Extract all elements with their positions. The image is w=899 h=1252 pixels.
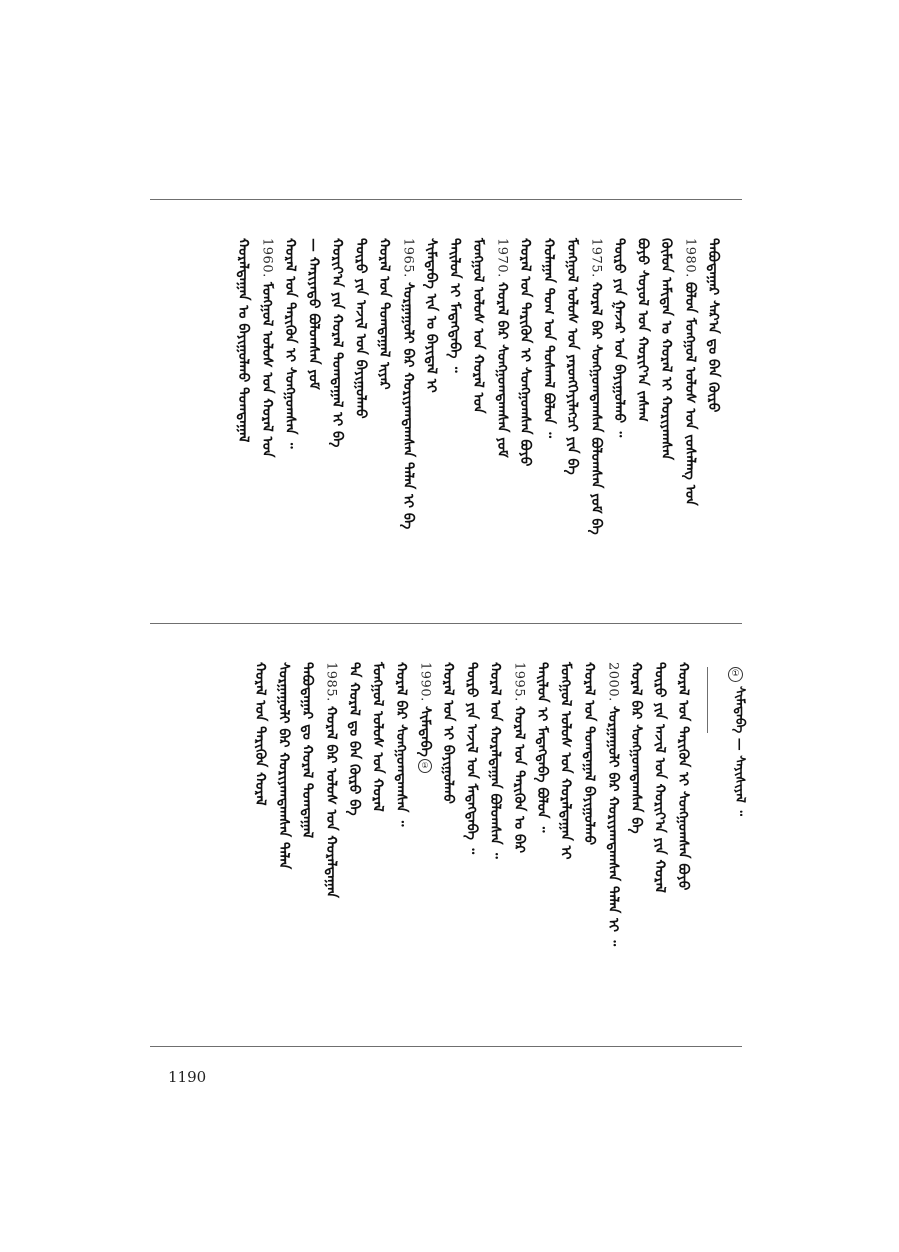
mongolian-text-line: ᠬᠤᠷᠠᠯ ᠤᠨ ᠲᠡᠷᠢᠭᠦᠨ ᠬᠤᠷᠠᠯ <box>252 662 268 806</box>
text-column <box>659 238 673 460</box>
year-label: 1975. <box>588 238 604 278</box>
mongolian-text-line: ᠬᠤᠷᠠᠯ ᠪᠠᠷ ᠰᠤᠩᠭᠤᠭᠳᠠᠭᠰᠠᠨ ᠃ <box>393 662 409 827</box>
text-column <box>653 662 667 893</box>
mongolian-text-line: ᠬᠤᠯᠠᠭᠠᠨ ᠲᠤᠭ ᠤᠨ ᠲᠤᠰᠬᠠᠯ ᠪᠣᠯᠤᠨ ᠃ <box>540 238 557 438</box>
mongolian-text-line: ᠬᠤᠷᠠᠯ ᠪᠡᠷ ᠤᠯᠤᠰ ᠤᠨ ᠬᠤᠷᠠᠯᠳᠠᠭᠠᠨ <box>323 705 339 898</box>
text-column <box>253 662 267 806</box>
text-column <box>300 662 314 838</box>
footnote-rule <box>707 667 708 733</box>
text-column <box>559 662 573 860</box>
middle-rule <box>150 623 742 624</box>
mongolian-text-line: ᠲᠠᠪᠤᠳᠠᠭᠠᠷ ᠳᠤ ᠬᠤᠷᠠᠯ ᠲᠣᠭᠲᠠᠭᠠᠯ <box>299 662 315 839</box>
footnote-marker: ① <box>728 667 743 682</box>
text-column <box>236 238 250 442</box>
mongolian-text-line: ᠮᠣᠩᠭᠣᠯ ᠤᠯᠤᠰ ᠤᠨ ᠬᠤᠷᠠᠯ ᠤᠨ <box>259 281 275 458</box>
mongolian-text-line: ᠬᠤᠷᠠᠯ ᠤᠨ ᠲᠡᠷᠢᠭᠦᠨ ᠢ ᠰᠣᠩᠭᠣᠭᠰᠠᠨ ᠪᠤᠶᠤ <box>517 238 533 467</box>
text-column <box>629 662 643 834</box>
text-column <box>418 662 433 775</box>
year-label: 1980. <box>682 238 698 278</box>
text-column <box>589 238 604 535</box>
text-column <box>277 662 291 869</box>
text-column <box>354 238 368 419</box>
text-column <box>371 662 385 812</box>
mongolian-text-line: ᠬᠤᠷᠠᠯ ᠤᠨ ᠢ ᠪᠠᠶᠢᠭᠤᠯᠬᠤ <box>440 662 456 804</box>
mongolian-text-line: ᠮᠣᠩᠭᠣᠯ ᠤᠯᠤᠰ ᠤᠨ ᠬᠤᠷᠠᠯ <box>369 662 386 812</box>
text-column <box>394 662 408 827</box>
mongolian-text-line: ᠬᠤᠷᠠᠯᠳᠠᠭᠠᠨ ᠤ ᠪᠠᠶᠢᠭᠤᠯᠬᠤ ᠲᠣᠭᠲᠠᠭᠠᠯ <box>235 238 251 443</box>
year-label: 1995. <box>511 662 527 702</box>
top-rule <box>150 199 742 200</box>
text-column <box>706 238 720 412</box>
text-column <box>518 238 532 466</box>
year-label: 1990. <box>417 662 433 702</box>
text-column <box>330 238 344 447</box>
mongolian-text-line: ᠪᠣᠯᠤᠨ ᠮᠣᠩᠭᠣᠯ ᠤᠯᠤᠰ ᠤᠨ ᠵᠤᠰᠠᠯᠠᠩ ᠤᠨ <box>682 281 698 506</box>
mongolian-text-line: ᠰᠤᠷᠭᠠᠭᠤᠯᠢ ᠪᠠᠷ ᠬᠣᠷᠢᠶᠠᠭᠳᠠᠭᠰᠠᠨ ᠲᠠᠯᠠᠨ <box>275 662 292 870</box>
mongolian-text-line: ᠬᠤᠷᠠᠯ ᠪᠠᠷ ᠰᠤᠩᠭᠤᠭᠳᠠᠭᠰᠠᠨ ᠶᠤᠮ <box>494 281 510 458</box>
mongolian-text-line: ᠲᠥᠷᠥ ᠶᠢᠨ ᠭᠠᠵᠠᠷ ᠤᠨ ᠪᠠᠶᠢᠭᠤᠯᠬᠤ ᠃ <box>611 238 627 438</box>
text-column <box>636 238 650 422</box>
year-label: 1960. <box>259 238 275 278</box>
mongolian-text-line: ᠰᠢᠮᠠᠳᠠᠪᠠ <box>417 705 433 757</box>
mongolian-text-line: ᠬᠦᠮᠦᠨ ᠠᠮᠢᠲᠠᠨ ᠤ ᠬᠤᠷᠠᠯ ᠢ ᠬᠣᠷᠢᠶᠠᠭᠰᠠᠨ <box>658 238 674 461</box>
mongolian-text-line: ᠬᠣᠷᠢᠶ᠎ᠠ ᠶᠢᠨ ᠬᠤᠷᠠᠯ ᠲᠣᠭᠲᠠᠭᠠᠯ ᠢ ᠪᠠ <box>329 238 345 448</box>
text-column <box>401 238 416 529</box>
text-column <box>512 662 527 853</box>
footnote-text: ᠰᠢᠮᠠᠳᠠᠪᠠ — ᠰᠠᠶᠢᠰᠢᠶᠠᠯ ᠃ <box>732 686 747 816</box>
text-column <box>307 238 321 390</box>
bottom-rule <box>150 1046 742 1047</box>
text-column <box>441 662 455 804</box>
text-column <box>283 238 297 449</box>
text-column <box>347 662 361 816</box>
mongolian-text-line: ᠰᠤᠷᠭᠠᠭᠤᠯᠢ ᠪᠠᠷ ᠬᠣᠷᠢᠶᠠᠭᠳᠠᠭᠰᠠᠨ ᠲᠠᠯᠠᠨ ᠢ ᠃ <box>605 705 621 946</box>
text-column <box>612 238 626 437</box>
mongolian-text-line: ᠮᠣᠩᠭᠣᠯ ᠤᠯᠤᠰ ᠤᠨ ᠬᠤᠷᠠᠯ ᠤᠨ <box>470 238 486 414</box>
mongolian-text-line: ᠬᠤᠷᠠᠯ ᠤᠨ ᠲᠡᠷᠢᠭᠦᠨ ᠢ ᠰᠣᠩᠭᠣᠭᠰᠠᠨ ᠃ <box>282 238 298 449</box>
mongolian-text-line: ᠬᠤᠷᠠᠯ ᠤᠨ ᠬᠤᠷᠠᠯᠳᠠᠭᠠᠨ ᠪᠣᠯᠤᠭᠰᠠᠨ ᠃ <box>487 662 503 859</box>
mongolian-text-line: ᠲᠥᠷᠥ ᠶᠢᠨ ᠠᠵᠢᠯ ᠤᠨ ᠪᠠᠶᠢᠭᠤᠯᠬᠤ <box>352 238 369 419</box>
text-column <box>565 238 579 475</box>
mongolian-text-line: ᠬᠤᠷᠠᠯ ᠤᠨ ᠲᠣᠭᠲᠠᠭᠠᠯ ᠢᠶᠠᠷ <box>376 238 392 390</box>
mongolian-text-line: ᠮᠣᠩᠭᠣᠯ ᠤᠯᠤᠰ ᠤᠨ ᠬᠤᠷᠠᠯᠳᠠᠭᠠᠨ ᠢ <box>557 662 574 860</box>
mongolian-text-line: ᠲᠠᠪᠤᠳᠠᠭᠠᠷ ᠰᠠᠷ᠎ᠠ ᠳᠤ ᠪᠡᠨ ᠬᠦᠷᠦ <box>705 238 721 413</box>
mongolian-text-line: ᠬᠤᠷᠠᠯ ᠪᠡᠷ ᠰᠤᠩᠭᠤᠭᠳᠠᠭᠰᠠᠨ ᠪᠣᠯᠤᠭᠰᠠᠨ ᠶᠤᠮ ᠪᠠ <box>588 281 604 535</box>
text-column <box>377 238 391 390</box>
mongolian-text-line: ᠮᠣᠩᠭᠣᠯ ᠤᠯᠤᠰ ᠤᠨ ᠶᠡᠷᠦᠩᠬᠡᠶᠢᠯᠡᠭᠴᠢ ᠶᠢᠨ ᠪᠠ <box>564 238 580 475</box>
year-label: 1965. <box>400 238 416 278</box>
text-column <box>542 238 556 438</box>
mongolian-text-line: ᠪᠤᠶᠤ ᠰᠣᠶᠤᠯ ᠤᠨ ᠬᠣᠷᠢᠶ᠎ᠠ ᠵᠠᠰᠠᠭ <box>634 238 651 422</box>
text-column <box>535 662 549 832</box>
mongolian-text-line: ᠲᠠ ᠬᠤᠷᠠᠯ ᠳᠤ ᠪᠠᠨ ᠬᠦᠷᠦ ᠪᠠ <box>346 662 362 816</box>
text-column <box>582 662 596 845</box>
text-column <box>495 238 510 457</box>
year-label: 2000. <box>605 662 621 702</box>
inline-footnote-marker: ① <box>418 759 432 773</box>
page-number: 1190 <box>168 1068 207 1086</box>
year-label: 1985. <box>323 662 339 702</box>
mongolian-text-line: ᠰᠢᠮᠠᠳᠠᠪᠠ ᠢᠨ ᠤ ᠪᠠᠶᠢᠳᠠᠯ ᠢ <box>423 238 439 393</box>
text-column <box>260 238 275 457</box>
text-column <box>324 662 339 898</box>
mongolian-text-line: ᠲᠥᠷᠥ ᠶᠢᠨ ᠠᠵᠢᠯ ᠤᠨ ᠮᠡᠳᠡᠭᠳᠡᠪᠡ ᠃ <box>463 662 480 855</box>
mongolian-text-line: ᠲᠥᠷᠥ ᠶᠢᠨ ᠠᠵᠢᠯ ᠤᠨ ᠬᠣᠷᠢᠶ᠎ᠠ ᠶᠢᠨ ᠬᠤᠷᠠᠯ <box>651 662 668 893</box>
text-column <box>488 662 502 859</box>
mongolian-text-line: ᠰᠤᠷᠭᠠᠭᠤᠯᠢ ᠪᠠᠷ ᠬᠣᠷᠢᠶᠠᠭᠳᠠᠭᠰᠠᠨ ᠲᠠᠯᠠᠨ ᠢ ᠪᠠ <box>400 281 416 529</box>
mongolian-text-line: ᠬᠤᠷᠠᠯ ᠤᠨ ᠲᠣᠭᠲᠠᠭᠠᠯ ᠪᠠᠶᠢᠭᠤᠯᠬᠤ <box>581 662 597 846</box>
year-label: 1970. <box>494 238 510 278</box>
text-column <box>424 238 438 393</box>
mongolian-text-line: ᠬᠤᠷᠠᠯ ᠤᠨ ᠲᠡᠷᠢᠭᠦᠨ ᠤ ᠪᠠᠷ <box>511 705 527 853</box>
text-column <box>465 662 479 854</box>
mongolian-text-line: — ᠬᠠᠷᠢᠶᠠᠲᠤ ᠪᠣᠯᠤᠭᠰᠠᠨ ᠶᠤᠮ <box>305 238 322 390</box>
text-column <box>683 238 698 505</box>
mongolian-text-line: ᠬᠤᠷᠠᠯ ᠪᠠᠷ ᠰᠤᠩᠭᠤᠭᠳᠠᠭᠰᠠᠨ ᠪᠠ <box>628 662 644 834</box>
text-column <box>606 662 621 946</box>
mongolian-text-line: ᠲᠠᠢᠯᠤᠨ ᠢ ᠮᠡᠳᠡᠭᠳᠡᠪᠡ ᠪᠣᠯᠤᠨ ᠃ <box>534 662 550 833</box>
mongolian-text-line: ᠲᠠᠢᠯᠤᠨ ᠢ ᠮᠡᠳᠡᠭᠳᠡᠪᠡ ᠃ <box>446 238 463 373</box>
mongolian-text-line: ᠬᠤᠷᠠᠯ ᠤᠨ ᠲᠡᠷᠢᠭᠦᠨ ᠢ ᠰᠣᠩᠭᠣᠭᠰᠠᠨ ᠪᠤᠶᠤ <box>675 662 691 891</box>
text-column <box>676 662 690 890</box>
text-column <box>471 238 485 414</box>
text-column <box>448 238 462 373</box>
